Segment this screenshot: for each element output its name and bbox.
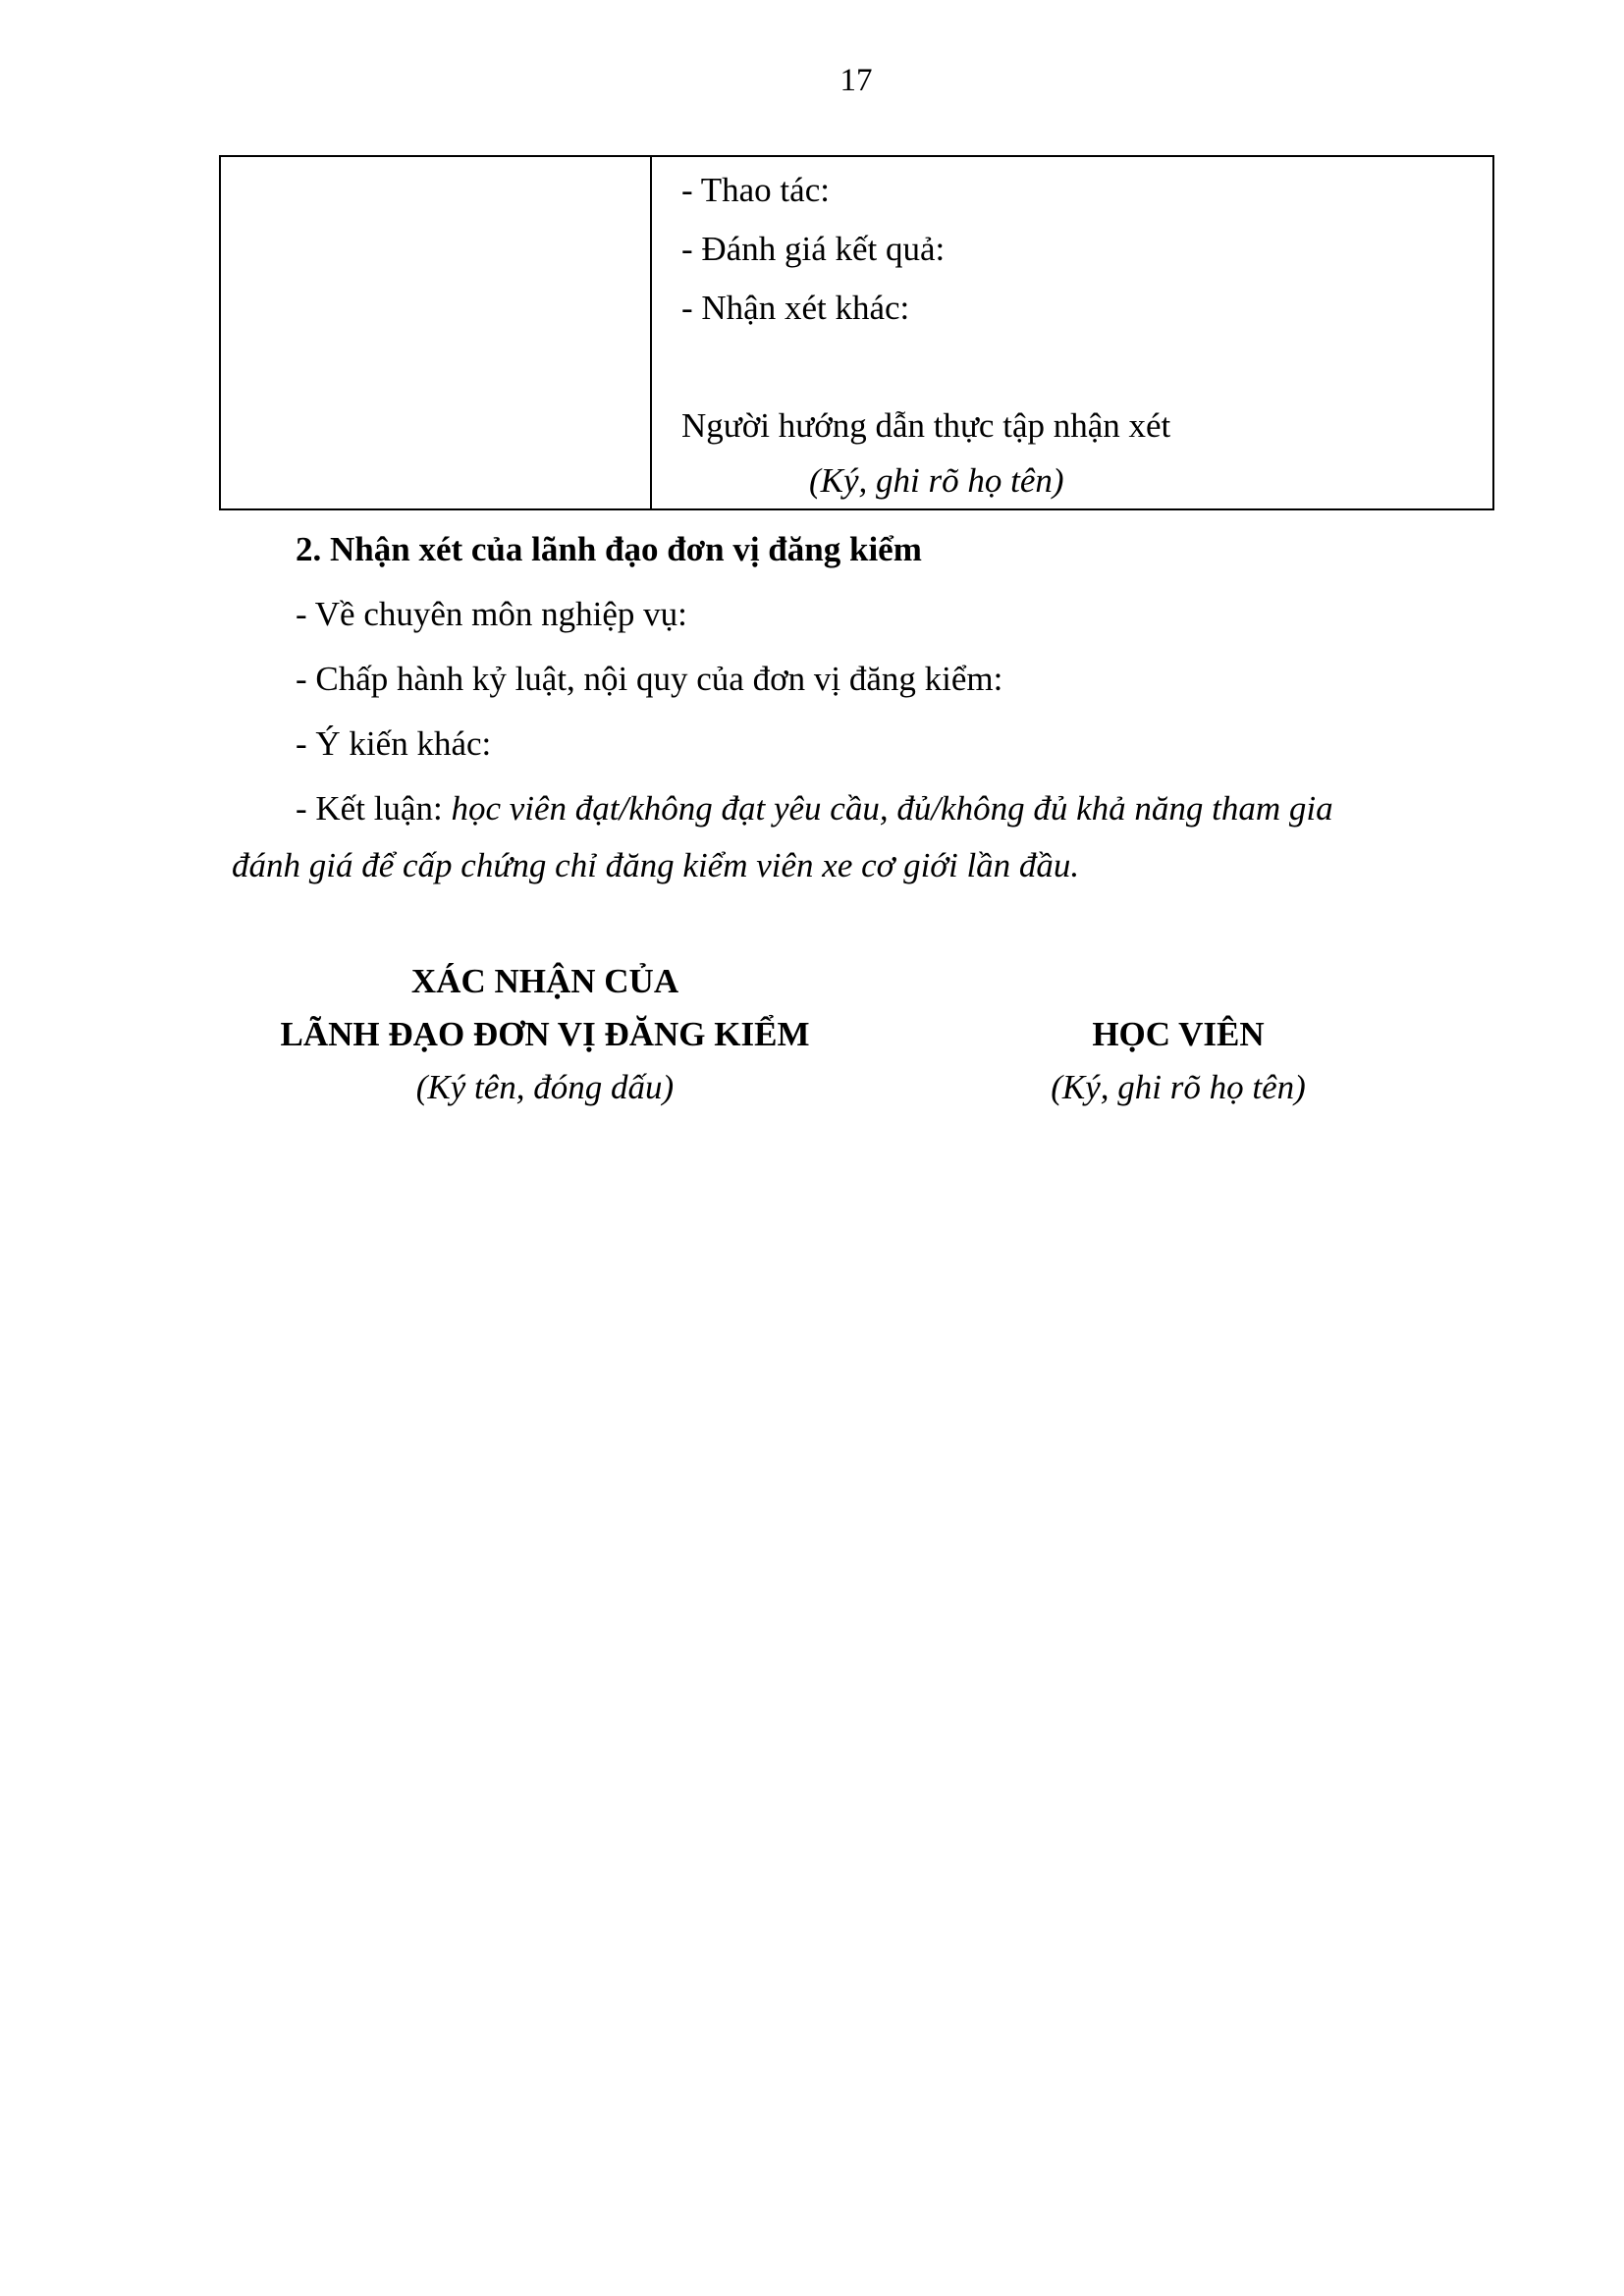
other-opinions-line: - Ý kiến khác: [296, 724, 492, 763]
conclusion-line [296, 789, 1333, 828]
other-comments-line: - Nhận xét khác: [681, 289, 910, 327]
conclusion-text: học viên đạt/không đạt yêu cầu, đủ/không đủ khả năng tham gia [451, 789, 1333, 828]
conclusion-label: - Kết luận: [296, 789, 452, 828]
leader-signature-block [226, 955, 864, 1114]
leader-unit-title: LÃNH ĐẠO ĐƠN VỊ ĐĂNG KIỂM [280, 1015, 810, 1053]
page-number: 17 [839, 63, 873, 98]
student-signature-note: (Ký, ghi rõ họ tên) [1051, 1068, 1306, 1106]
conclusion-continuation: đánh giá để cấp chứng chỉ đăng kiểm viên xe cơ giới lần đầu. [232, 846, 1080, 884]
student-title: HỌC VIÊN [1092, 1015, 1265, 1053]
professional-expertise-line: - Về chuyên môn nghiệp vụ: [296, 595, 687, 633]
supervisor-signer-label: Người hướng dẫn thực tập nhận xét [681, 406, 1171, 445]
leader-confirm-title: XÁC NHẬN CỦA [410, 962, 679, 1000]
leader-signature-note: (Ký tên, đóng dấu) [415, 1068, 675, 1106]
table-right-cell [652, 157, 1492, 508]
discipline-compliance-line: - Chấp hành kỷ luật, nội quy của đơn vị đăng kiểm: [296, 660, 1003, 698]
supervisor-signer-note: (Ký, ghi rõ họ tên) [809, 461, 1064, 500]
student-signature-block [982, 1008, 1375, 1114]
result-evaluation-line: - Đánh giá kết quả: [681, 230, 946, 268]
evaluation-table [219, 155, 1494, 510]
operation-line: - Thao tác: [681, 171, 830, 209]
section-heading: 2. Nhận xét của lãnh đạo đơn vị đăng kiểm [296, 530, 922, 568]
table-left-cell [221, 157, 652, 508]
